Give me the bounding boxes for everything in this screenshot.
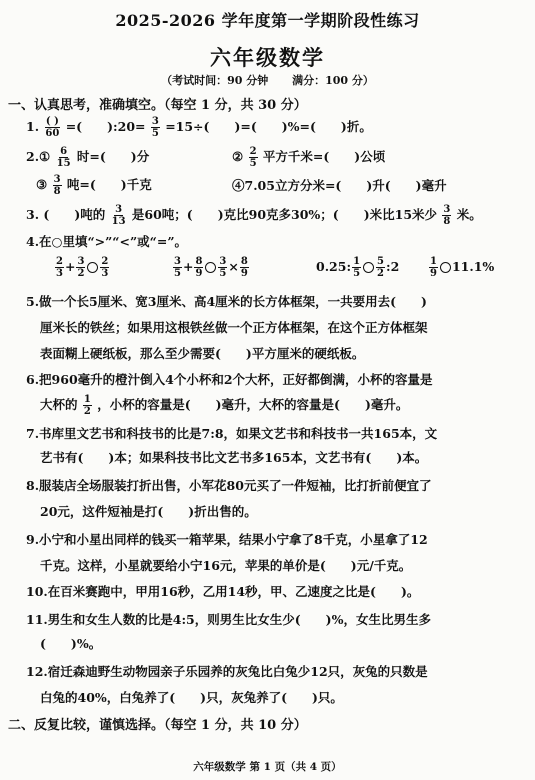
question-1: 1. $\frac{( )}{60}$ =( ):20= $\frac{3}{5}$ =15÷( )=( )%=( )折。 bbox=[26, 116, 372, 139]
question-6-line-2: 大杯的 $\frac{1}{2}$ ，小杯的容量是( )毫升，大杯的容量是( )毫升。 bbox=[40, 394, 409, 417]
section-1-heading: 一、认真思考，准确填空。（每空 1 分，共 30 分） bbox=[8, 98, 307, 113]
full-score: 满分：100 分） bbox=[292, 74, 374, 87]
fraction: $\frac{3}{8}$ bbox=[443, 204, 451, 227]
section-2-heading: 二、反复比较，谨慎选择。（每空 1 分，共 10 分） bbox=[8, 718, 307, 733]
fraction: $\frac{3}{8}$ bbox=[53, 174, 61, 197]
question-5-line-2: 厘米长的铁丝；如果用这根铁丝做一个正方体框架，在这个正方体框架 bbox=[40, 320, 428, 335]
compare-expression-4: $\frac{1}{9}$ 11.1% bbox=[430, 256, 495, 279]
question-2c: ③ $\frac{3}{8}$ 吨=( )千克 bbox=[36, 174, 152, 197]
compare-circle[interactable] bbox=[205, 262, 216, 273]
question-11-line-2: ( )%。 bbox=[40, 636, 102, 651]
question-9-line-1: 9.小宁和小星出同样的钱买一箱苹果，结果小宁拿了8千克，小星拿了12 bbox=[26, 532, 428, 547]
question-12-line-2: 白兔的40%，白兔养了( )只，灰兔养了( )只。 bbox=[40, 690, 343, 705]
fraction: $\frac{( )}{60}$ bbox=[45, 116, 60, 139]
compare-circle[interactable] bbox=[363, 262, 374, 273]
question-2b: ② $\frac{2}{5}$ 平方千米=( )公顷 bbox=[232, 146, 386, 169]
compare-circle[interactable] bbox=[440, 262, 451, 273]
question-2d: ④7.05立方分米=( )升( )毫升 bbox=[232, 178, 447, 193]
compare-expression-1: $\frac{2}{3}$ + $\frac{3}{2}$ $\frac{2}{3}$ bbox=[56, 256, 109, 279]
exam-time: （考试时间：90 分钟 bbox=[161, 74, 269, 87]
compare-circle[interactable] bbox=[87, 262, 98, 273]
subject-title: 六年级数学 bbox=[210, 45, 325, 70]
question-5-line-3: 表面糊上硬纸板，那么至少需要( )平方厘米的硬纸板。 bbox=[40, 346, 365, 361]
question-8-line-2: 20元，这件短袖是打( )折出售的。 bbox=[40, 504, 257, 519]
fraction: $\frac{3}{13}$ bbox=[111, 204, 126, 227]
question-9-line-2: 千克。这样，小星就要给小宁16元，苹果的单价是( )元/千克。 bbox=[40, 558, 412, 573]
question-7-line-2: 艺书有( )本；如果科技书比文艺书多165本，文艺书有( )本。 bbox=[40, 450, 428, 465]
question-6-line-1: 6.把960毫升的橙汁倒入4个小杯和2个大杯，正好都倒满，小杯的容量是 bbox=[26, 372, 433, 387]
question-10: 10.在百米赛跑中，甲用16秒，乙用14秒，甲、乙速度之比是( )。 bbox=[26, 584, 420, 599]
question-2a: 2.① $\frac{6}{15}$ 时=( )分 bbox=[26, 146, 150, 169]
exam-title: 2025-2026 学年度第一学期阶段性练习 bbox=[115, 11, 420, 30]
page-footer: 六年级数学 第 1 页（共 4 页） bbox=[193, 761, 342, 773]
fraction: $\frac{6}{15}$ bbox=[56, 146, 71, 169]
compare-expression-3: 0.25: $\frac{1}{5}$ $\frac{5}{2}$ :2 bbox=[316, 256, 400, 279]
fraction: $\frac{1}{2}$ bbox=[83, 394, 91, 417]
question-4: 4.在○里填“>”“<”或“=”。 bbox=[26, 234, 188, 249]
question-5-line-1: 5.做一个长5厘米、宽3厘米、高4厘米的长方体框架，一共要用去( ) bbox=[26, 294, 427, 309]
fraction: $\frac{2}{5}$ bbox=[249, 146, 257, 169]
question-11-line-1: 11.男生和女生人数的比是4:5，则男生比女生少( )%，女生比男生多 bbox=[26, 612, 431, 627]
question-7-line-1: 7.书库里文艺书和科技书的比是7:8，如果文艺书和科技书一共165本，文 bbox=[26, 426, 438, 441]
fraction: $\frac{3}{5}$ bbox=[151, 116, 159, 139]
question-3: 3. ( )吨的 $\frac{3}{13}$ 是60吨；( )克比90克多30%；( )米比15米少 $\frac{3}{8}$ 米。 bbox=[26, 204, 482, 227]
question-8-line-1: 8.服装店全场服装打折出售，小军花80元买了一件短袖，比打折前便宜了 bbox=[26, 478, 432, 493]
question-12-line-1: 12.宿迁森迪野生动物园亲子乐园养的灰兔比白兔少12只，灰兔的只数是 bbox=[26, 664, 428, 679]
compare-expression-2: $\frac{3}{5}$ + $\frac{8}{9}$ $\frac{3}{5}$ × $\frac{8}{9}$ bbox=[174, 256, 248, 279]
exam-meta bbox=[0, 72, 535, 88]
